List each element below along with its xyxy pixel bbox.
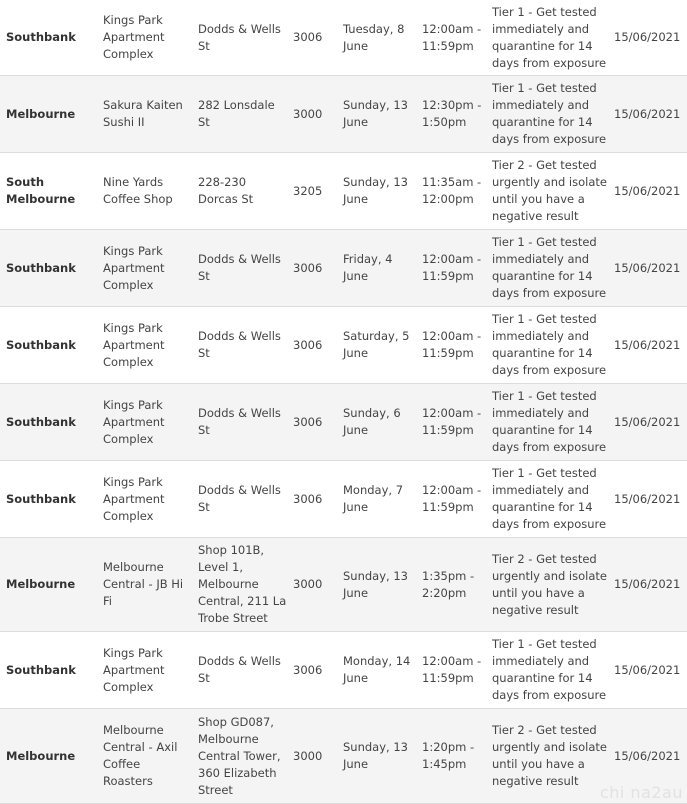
site-cell: Kings Park Apartment Complex xyxy=(103,13,165,61)
exposure-date-cell: Sunday, 13 June xyxy=(343,740,408,771)
postcode-cell: 3000 xyxy=(293,106,323,121)
date-added-cell: 15/06/2021 xyxy=(614,183,681,198)
health-advice-cell: Tier 2 - Get tested urgently and isolate until you have a negative result xyxy=(492,158,607,223)
date-added-cell: 15/06/2021 xyxy=(614,260,681,275)
exposure-date-cell: Sunday, 13 June xyxy=(343,175,408,206)
date-added-cell: 15/06/2021 xyxy=(614,577,681,591)
postcode-cell: 3000 xyxy=(293,748,323,763)
date-added-cell: 15/06/2021 xyxy=(614,30,681,44)
table-row xyxy=(0,384,687,461)
health-advice-cell: Tier 1 - Get tested immediately and quarantine for 14 days from exposure xyxy=(492,466,607,531)
date-added-cell: 15/06/2021 xyxy=(614,414,681,429)
suburb-cell: Southbank xyxy=(6,414,76,429)
postcode-cell: 3006 xyxy=(293,414,323,429)
exposure-date-cell: Tuesday, 8 June xyxy=(343,21,405,53)
suburb-cell: Southbank xyxy=(6,662,76,677)
postcode-cell: 3006 xyxy=(293,662,323,677)
site-cell: Kings Park Apartment Complex xyxy=(103,645,165,694)
health-advice-cell: Tier 1 - Get tested immediately and quarantine for 14 days from exposure xyxy=(492,389,607,454)
site-cell: Melbourne Central - JB Hi Fi xyxy=(103,560,184,608)
date-added-cell: 15/06/2021 xyxy=(614,491,681,506)
suburb-cell: South Melbourne xyxy=(6,175,76,206)
address-cell: 282 Lonsdale St xyxy=(198,98,275,129)
address-cell: Dodds & Wells St xyxy=(198,483,281,514)
health-advice-cell: Tier 1 - Get tested immediately and quarantine for 14 days from exposure xyxy=(492,312,607,377)
exposure-time-cell: 11:35am - 12:00pm xyxy=(422,175,482,206)
exposure-date-cell: Friday, 4 June xyxy=(343,252,393,283)
postcode-cell: 3006 xyxy=(293,337,323,352)
exposure-time-cell: 12:00am - 11:59pm xyxy=(422,329,482,360)
date-added-cell: 15/06/2021 xyxy=(614,662,681,677)
site-cell: Sakura Kaiten Sushi II xyxy=(103,98,183,129)
site-cell: Kings Park Apartment Complex xyxy=(103,474,165,523)
table-row xyxy=(0,153,687,230)
suburb-cell: Southbank xyxy=(6,337,76,352)
table-row xyxy=(0,76,687,153)
health-advice-cell: Tier 1 - Get tested immediately and quarantine for 14 days from exposure xyxy=(492,235,607,300)
address-cell: Shop GD087, Melbourne Central Tower, 360 Elizabeth Street xyxy=(198,714,281,797)
postcode-cell: 3000 xyxy=(293,577,323,591)
health-advice-cell: Tier 2 - Get tested urgently and isolate until you have a negative result xyxy=(492,551,607,617)
exposure-date-cell: Sunday, 13 June xyxy=(343,98,408,129)
exposure-date-cell: Sunday, 6 June xyxy=(343,406,401,437)
suburb-cell: Melbourne xyxy=(6,106,76,121)
exposure-time-cell: 12:00am - 11:59pm xyxy=(422,21,482,53)
address-cell: Dodds & Wells St xyxy=(198,252,281,283)
exposure-date-cell: Monday, 7 June xyxy=(343,483,404,514)
exposure-time-cell: 12:30pm - 1:50pm xyxy=(422,98,482,129)
suburb-cell: Southbank xyxy=(6,30,76,44)
address-cell: Dodds & Wells St xyxy=(198,654,281,685)
exposure-date-cell: Monday, 14 June xyxy=(343,654,411,685)
exposure-time-cell: 12:00am - 11:59pm xyxy=(422,654,482,685)
site-cell: Melbourne Central - Axil Coffee Roasters xyxy=(103,723,178,788)
table-row xyxy=(0,632,687,709)
table-row xyxy=(0,461,687,538)
exposure-time-cell: 12:00am - 11:59pm xyxy=(422,406,482,437)
table-row xyxy=(0,538,687,632)
table-row xyxy=(0,709,687,804)
table-row xyxy=(0,0,687,76)
postcode-cell: 3205 xyxy=(293,183,323,198)
suburb-cell: Melbourne xyxy=(6,748,76,763)
address-cell: Dodds & Wells St xyxy=(198,21,281,53)
date-added-cell: 15/06/2021 xyxy=(614,106,681,121)
address-cell: Dodds & Wells St xyxy=(198,329,281,360)
postcode-cell: 3006 xyxy=(293,491,323,506)
exposure-time-cell: 12:00am - 11:59pm xyxy=(422,252,482,283)
exposure-date-cell: Sunday, 13 June xyxy=(343,568,408,600)
postcode-cell: 3006 xyxy=(293,30,323,44)
site-cell: Kings Park Apartment Complex xyxy=(103,243,165,292)
health-advice-cell: Tier 1 - Get tested immediately and quarantine for 14 days from exposure xyxy=(492,4,607,70)
exposure-time-cell: 1:35pm - 2:20pm xyxy=(422,568,475,600)
date-added-cell: 15/06/2021 xyxy=(614,748,681,763)
health-advice-cell: Tier 1 - Get tested immediately and quarantine for 14 days from exposure xyxy=(492,637,607,702)
postcode-cell: 3006 xyxy=(293,260,323,275)
address-cell: Dodds & Wells St xyxy=(198,406,281,437)
site-cell: Kings Park Apartment Complex xyxy=(103,320,165,369)
date-added-cell: 15/06/2021 xyxy=(614,337,681,352)
watermark: chi na2au xyxy=(599,783,683,802)
site-cell: Kings Park Apartment Complex xyxy=(103,397,165,446)
suburb-cell: Southbank xyxy=(6,260,76,275)
address-cell: Shop 101B, Level 1, Melbourne Central, 211 La Trobe Street xyxy=(198,543,287,625)
health-advice-cell: Tier 2 - Get tested urgently and isolate until you have a negative result xyxy=(492,723,607,788)
exposure-date-cell: Saturday, 5 June xyxy=(343,329,410,360)
exposure-time-cell: 12:00am - 11:59pm xyxy=(422,483,482,514)
table-row xyxy=(0,230,687,307)
address-cell: 228-230 Dorcas St xyxy=(198,175,254,206)
site-cell: Nine Yards Coffee Shop xyxy=(103,175,173,206)
health-advice-cell: Tier 1 - Get tested immediately and quarantine for 14 days from exposure xyxy=(492,81,607,146)
exposure-time-cell: 1:20pm - 1:45pm xyxy=(422,740,475,771)
suburb-cell: Southbank xyxy=(6,491,76,506)
suburb-cell: Melbourne xyxy=(6,577,76,591)
table-row xyxy=(0,307,687,384)
